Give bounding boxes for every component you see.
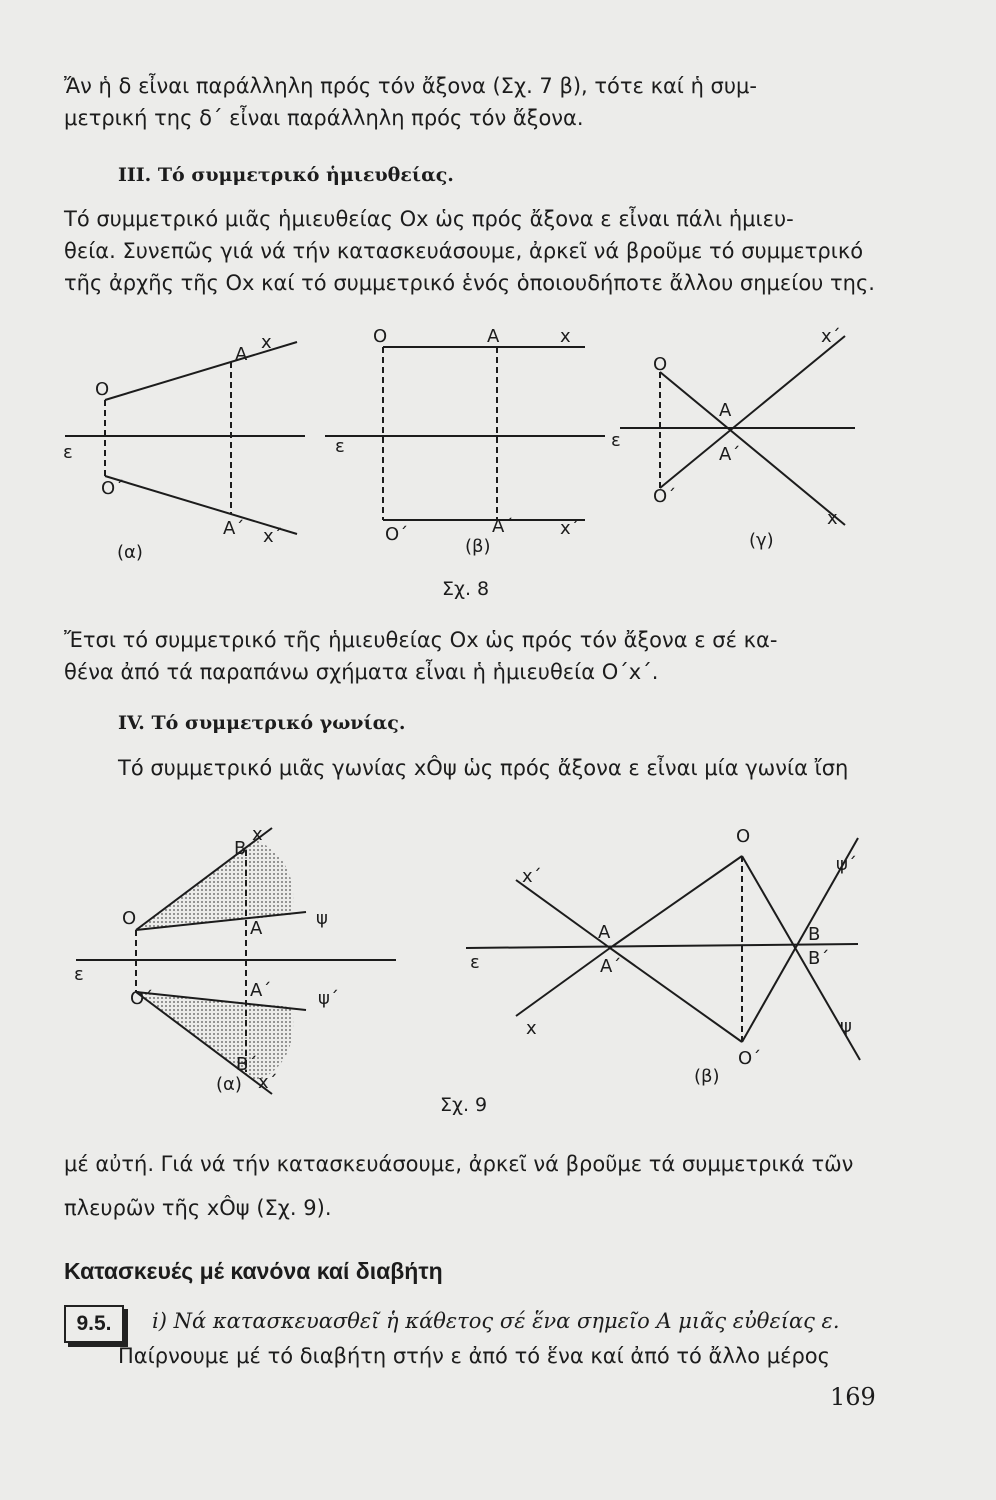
fig9b-caption: (β): [694, 1066, 720, 1087]
fig8c-label-e: ε: [611, 430, 621, 451]
fig9b-label-B: B: [808, 924, 821, 945]
figure-8: [55, 320, 875, 605]
fig8b-caption: (β): [465, 536, 491, 557]
paragraph-angle-construction: [64, 1148, 874, 1224]
fig8c-label-O: O: [653, 354, 668, 375]
fig9b-label-psi: ψ: [840, 1016, 852, 1037]
fig9a-label-psi-prime: ψ΄: [318, 988, 339, 1009]
fig8b-label-x: x: [560, 326, 571, 347]
paragraph-conclusion-ray: [64, 624, 874, 688]
figure-8-caption: Σχ. 8: [442, 578, 490, 600]
fig8c-label-x-prime: x΄: [821, 326, 841, 347]
text-line: Ἄν ἡ δ εἶναι παράλληλη πρός τόν ἄξονα (Σχ. 7 β), τότε καί ἡ συμ-: [64, 74, 757, 98]
fig8a-label-x: x: [261, 332, 272, 353]
fig8a-label-x-prime: x΄: [263, 526, 283, 547]
paragraph-symmetric-ray: [64, 203, 874, 299]
text-line: τῆς ἀρχῆς τῆς Ox καί τό συμμετρικό ἑνός ὁποιουδήποτε ἄλλου σημείου της.: [64, 271, 875, 295]
text-line: Τό συμμετρικό μιᾶς ἡμιευθείας Ox ὡς πρός ἄξονα ε εἶναι πάλι ἡμιευ-: [64, 207, 794, 231]
fig9b-ext-x2: [516, 880, 610, 948]
fig8a-label-O: O: [95, 379, 110, 400]
fig9b-label-B-prime: B΄: [808, 948, 830, 969]
fig9b-ext-x: [516, 948, 610, 1016]
fig9a-label-e: ε: [74, 964, 84, 985]
fig8b-label-x-prime: x΄: [560, 518, 580, 539]
fig8b-label-A: A: [487, 326, 500, 347]
heading-symmetric-angle: IV. Τό συμμετρικό γωνίας.: [118, 712, 406, 734]
fig9a-label-psi: ψ: [316, 908, 328, 929]
fig8a-label-e: ε: [63, 442, 73, 463]
paragraph-symmetric-angle: [118, 752, 928, 784]
exercise-statement: i) Νά κατασκευασθεῖ ἡ κάθετος σέ ἕνα σημεῖο A μιᾶς εὐθείας ε.: [152, 1309, 840, 1333]
fig8c-label-x: x: [827, 508, 838, 529]
text-line: Τό συμμετρικό μιᾶς γωνίας xÔψ ὡς πρός ἄξονα ε εἶναι μία γωνία ἴση: [118, 756, 849, 780]
fig9a-label-A-prime: A΄: [250, 980, 272, 1001]
heading-symmetric-ray: III. Τό συμμετρικό ἡμιευθείας.: [118, 164, 454, 186]
text-line: θεία. Συνεπῶς γιά νά τήν κατασκευάσουμε, ἀρκεῖ νά βροῦμε τό συμμετρικό: [64, 239, 864, 263]
fig9a-label-B: B: [234, 838, 247, 859]
exercise-number-box: 9.5.: [64, 1305, 124, 1343]
fig9b-label-e: ε: [470, 952, 480, 973]
fig8c-ray-ox-prime: [660, 336, 845, 488]
fig9b-ray-oa: [610, 856, 742, 948]
fig9b-label-x-prime: x΄: [522, 866, 542, 887]
fig9b-label-O: O: [736, 826, 751, 847]
text-line: μέ αὐτή. Γιά νά τήν κατασκευάσουμε, ἀρκεῖ νά βροῦμε τά συμμετρικά τῶν: [64, 1152, 854, 1176]
figure-9-caption: Σχ. 9: [440, 1094, 488, 1116]
text-line: Παίρνουμε μέ τό διαβήτη στήν ε ἀπό τό ἕνα καί ἀπό τό ἄλλο μέρος: [118, 1344, 830, 1368]
section-heading-constructions: Κατασκευές μέ κανόνα καί διαβήτη: [64, 1258, 443, 1284]
fig9a-caption: (α): [216, 1074, 242, 1095]
fig8a-caption: (α): [117, 542, 143, 563]
fig8a-label-A: A: [235, 344, 248, 365]
paragraph-parallel-axis: [64, 70, 874, 134]
figure-9: [60, 820, 870, 1110]
fig9b-axis-e: [466, 944, 858, 948]
fig9b-ray-o2a: [610, 948, 742, 1042]
fig8c-ray-ox: [660, 372, 845, 525]
fig9b-label-A-prime: A΄: [600, 956, 622, 977]
fig9b-label-O-prime: O΄: [738, 1048, 762, 1069]
fig8b-label-O: O: [373, 326, 388, 347]
fig8a-label-O-prime: O΄: [101, 478, 125, 499]
fig8b-label-A-prime: A΄: [492, 516, 514, 537]
fig9a-label-x-prime: x΄: [258, 1072, 278, 1093]
fig8c-label-A: A: [719, 400, 732, 421]
text-line: Ἔτσι τό συμμετρικό τῆς ἡμιευθείας Ox ὡς πρός τόν ἄξονα ε σέ κα-: [64, 628, 778, 652]
page-number: 169: [830, 1383, 876, 1411]
fig9b-label-A: A: [598, 922, 611, 943]
fig8b-label-O-prime: O΄: [385, 524, 409, 545]
fig9a-label-A: A: [250, 918, 263, 939]
paragraph-compass-step: [118, 1340, 928, 1372]
fig8c-label-O-prime: O΄: [653, 486, 677, 507]
fig9a-label-O: O: [122, 908, 137, 929]
text-line: πλευρῶν τῆς xÔψ (Σχ. 9).: [64, 1196, 332, 1220]
fig8a-label-A-prime: A΄: [223, 518, 245, 539]
text-line: μετρική της δ΄ εἶναι παράλληλη πρός τόν ἄξονα.: [64, 106, 584, 130]
fig8b-label-e: ε: [335, 436, 345, 457]
text-line: θένα ἀπό τά παραπάνω σχήματα εἶναι ἡ ἡμιευθεία O΄x΄.: [64, 660, 659, 684]
fig9b-label-psi-prime: ψ΄: [836, 854, 857, 875]
fig9b-label-x: x: [526, 1018, 537, 1039]
fig9a-label-x: x: [252, 824, 263, 845]
fig9a-label-O-prime: O΄: [130, 988, 154, 1009]
fig8c-caption: (γ): [749, 530, 774, 551]
fig8c-label-A-prime: A΄: [719, 444, 741, 465]
fig9a-label-B-prime: B΄: [236, 1054, 258, 1075]
